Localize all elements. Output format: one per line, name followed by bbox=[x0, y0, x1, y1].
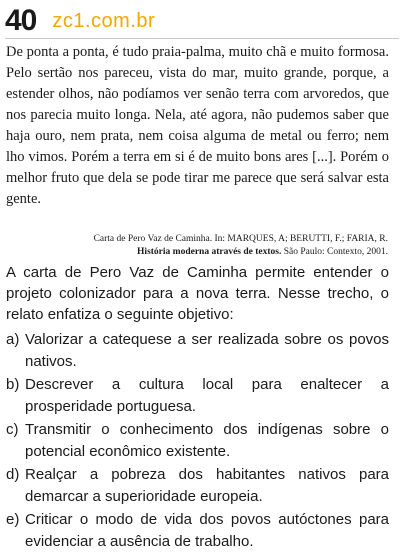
question-header bbox=[5, 2, 400, 40]
option-text: Realçar a pobreza dos habitantes nativos para demarcar a superioridade europeia. bbox=[25, 466, 389, 505]
citation-line-1: Carta de Pero Vaz de Caminha. In: MARQUES, A; BERUTTI, F.; FARIA, R. bbox=[93, 234, 388, 244]
passage-text: De ponta a ponta, é tudo praia-palma, muito chã e muito formosa. Pelo sertão nos pareceu, vista do mar, muito grande, porque, a estender olhos, não podíamos ver senão terra com arvoredos, que nos parecia muito longa. Nela, até agora, não pudemos saber que haja ouro, nem prata, nem coisa alguma de metal ou ferro; nem lho vimos. Porém a terra em si é de muito bons ares [...]. Porém o melhor fruto que dela se pode tirar me parece que será salvar esta gente. bbox=[6, 44, 389, 207]
citation-line-2 bbox=[6, 246, 388, 259]
option-c[interactable] bbox=[6, 419, 389, 463]
header-divider bbox=[5, 38, 399, 39]
citation-book-title: História moderna através de textos. bbox=[137, 247, 282, 257]
question-prompt: A carta de Pero Vaz de Caminha permite entender o projeto colonizador para a nova terra. Nesse trecho, o relato enfatiza o seguinte objetivo: bbox=[6, 264, 389, 323]
option-d[interactable] bbox=[6, 464, 389, 508]
option-letter: a) bbox=[6, 331, 20, 348]
option-text: Transmitir o conhecimento dos indígenas sobre o potencial econômico existente. bbox=[25, 421, 389, 460]
option-a[interactable] bbox=[6, 329, 389, 373]
passage bbox=[6, 42, 389, 210]
site-watermark: zc1.com.br bbox=[52, 10, 156, 32]
answer-options bbox=[6, 329, 389, 554]
citation bbox=[6, 233, 388, 259]
option-text: Descrever a cultura local para enaltecer a prosperidade portuguesa. bbox=[25, 376, 389, 415]
option-letter: c) bbox=[6, 421, 19, 438]
question-number: 40 bbox=[5, 4, 37, 37]
option-text: Criticar o modo de vida dos povos autóctones para evidenciar a ausência de trabalho. bbox=[25, 511, 389, 550]
option-b[interactable] bbox=[6, 374, 389, 418]
option-letter: d) bbox=[6, 466, 20, 483]
option-text: Valorizar a catequese a ser realizada sobre os povos nativos. bbox=[25, 331, 389, 370]
citation-publisher: São Paulo: Contexto, 2001. bbox=[281, 247, 388, 257]
option-e[interactable] bbox=[6, 509, 389, 553]
option-letter: e) bbox=[6, 511, 20, 528]
option-letter: b) bbox=[6, 376, 20, 393]
